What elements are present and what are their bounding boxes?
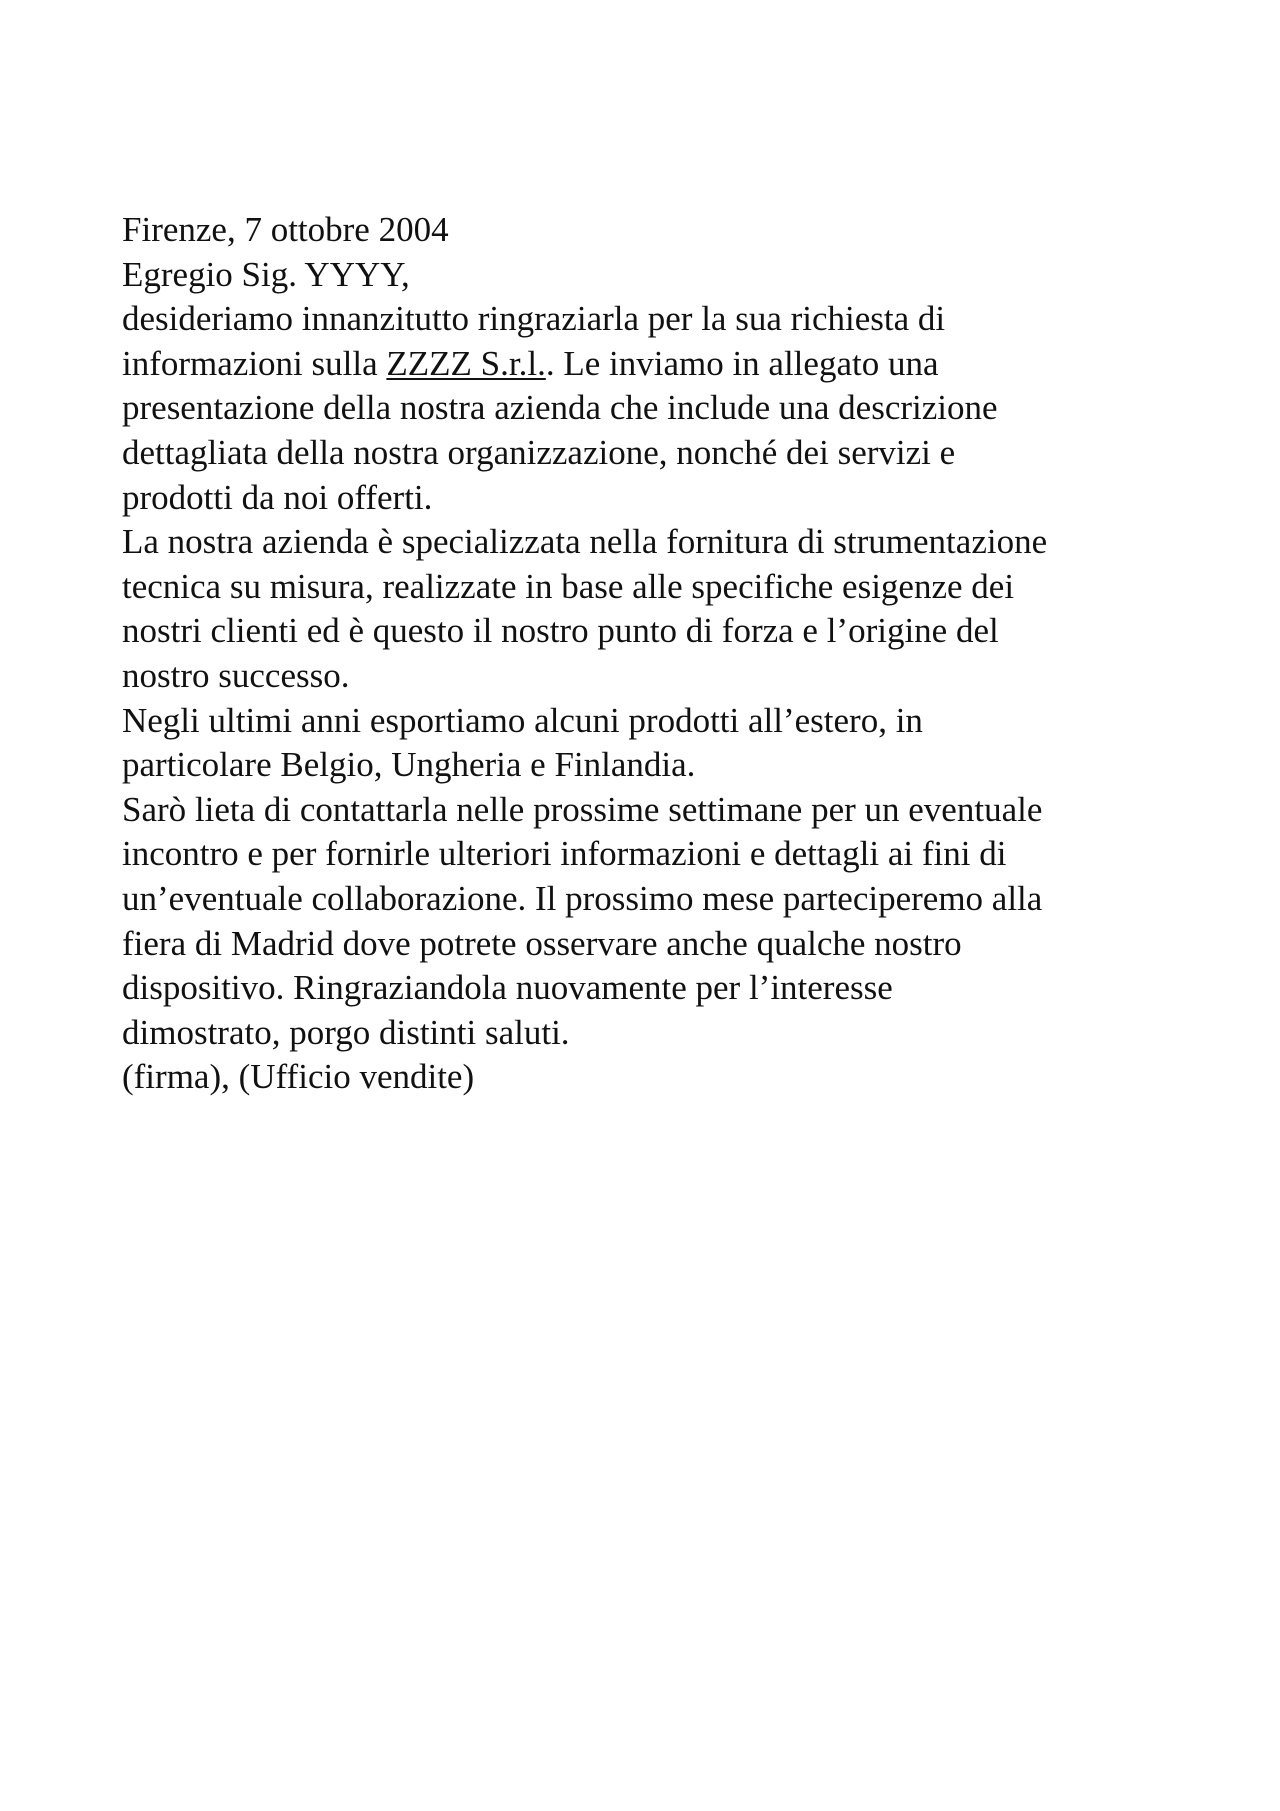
text-line: Negli ultimi anni esportiamo alcuni prodotti all’estero, in	[122, 700, 923, 740]
text-line	[122, 342, 1182, 387]
text-fragment: . Le inviamo in allegato una	[545, 343, 939, 383]
date-line: Firenze, 7 ottobre 2004	[122, 210, 449, 249]
letter-body	[122, 208, 1182, 1100]
text-line: presentazione della nostra azienda che include una descrizione	[122, 388, 998, 428]
text-line: dettagliata della nostra organizzazione, nonché dei servizi e	[122, 432, 956, 472]
text-line: incontro e per fornirle ulteriori informazioni e dettagli ai fini di	[122, 834, 1007, 874]
salutation: Egregio Sig. YYYY,	[122, 254, 410, 294]
signature-line: (firma), (Ufficio vendite)	[122, 1057, 475, 1097]
paragraph-follow-up	[122, 788, 1182, 1056]
text-fragment: informazioni sulla	[122, 343, 387, 383]
text-line: nostri clienti ed è questo il nostro punto di forza e l’origine del	[122, 611, 999, 651]
text-line: Sarò lieta di contattarla nelle prossime settimane per un eventuale	[122, 789, 1043, 829]
text-line: tecnica su misura, realizzate in base alle specifiche esigenze dei	[122, 566, 1015, 606]
paragraph-exports	[122, 699, 1182, 788]
text-line: nostro successo.	[122, 655, 350, 695]
paragraph-request-thanks	[122, 297, 1182, 520]
paragraph-company-specialization	[122, 520, 1182, 698]
text-line: prodotti da noi offerti.	[122, 477, 433, 517]
text-line: La nostra azienda è specializzata nella fornitura di strumentazione	[122, 522, 1048, 562]
text-line: dispositivo. Ringraziandola nuovamente per l’interesse	[122, 968, 893, 1008]
text-line: dimostrato, porgo distinti saluti.	[122, 1012, 570, 1052]
text-line: particolare Belgio, Ungheria e Finlandia.	[122, 745, 696, 785]
text-line: desideriamo innanzitutto ringraziarla per la sua richiesta di	[122, 299, 946, 339]
company-name: ZZZZ S.r.l.	[386, 343, 546, 383]
text-line: un’eventuale collaborazione. Il prossimo mese parteciperemo alla	[122, 878, 1043, 918]
text-line: fiera di Madrid dove potrete osservare anche qualche nostro	[122, 923, 962, 963]
